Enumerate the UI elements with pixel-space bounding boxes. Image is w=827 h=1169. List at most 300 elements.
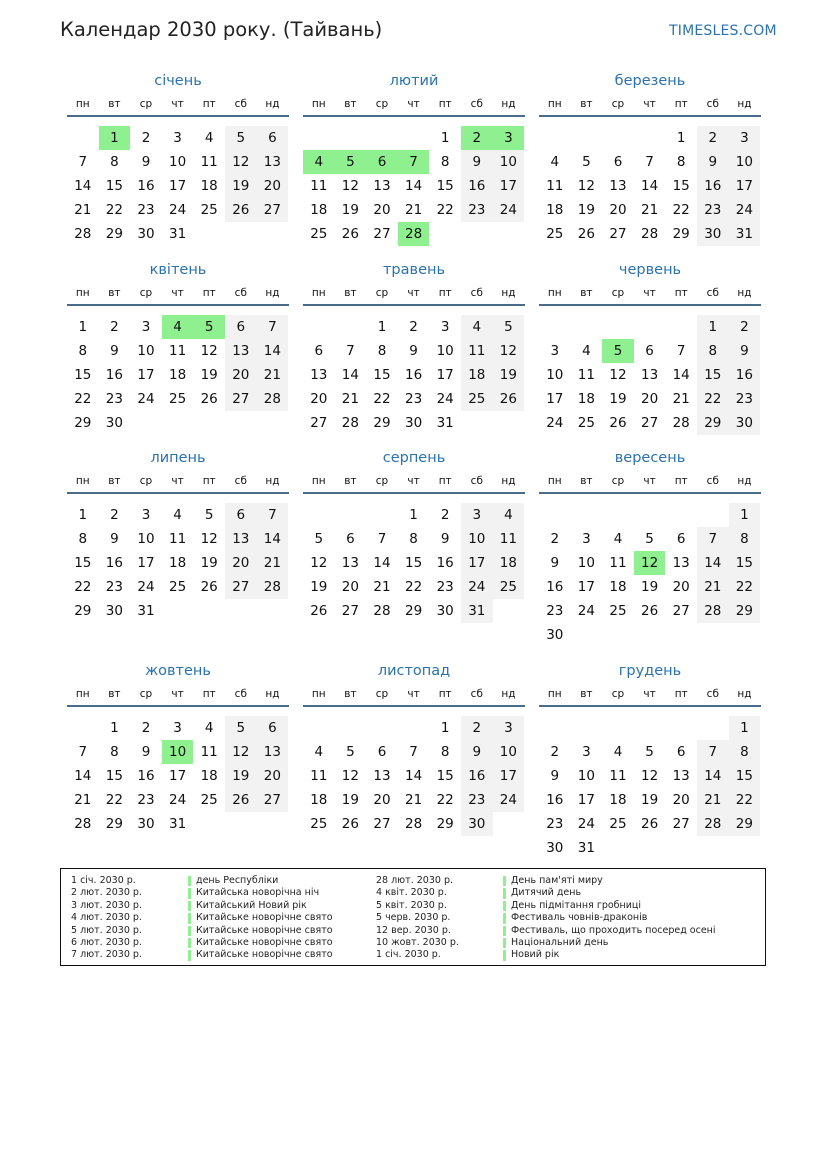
weekday-label: вт	[344, 475, 357, 487]
weekday-label: чт	[171, 688, 184, 700]
day-cell: 8	[729, 527, 761, 551]
day-cell: 29	[74, 415, 92, 431]
day-cell: 2	[697, 126, 729, 150]
holiday-day-cell: 4	[162, 315, 194, 339]
day-cell: 16	[461, 174, 493, 198]
day-cell: 2	[550, 744, 560, 760]
day-cell: 14	[641, 178, 659, 194]
day-cell: 12	[609, 367, 627, 383]
day-cell: 23	[405, 391, 423, 407]
day-cell: 26	[641, 603, 659, 619]
legend-holiday-name: Китайське новорічне свято	[188, 937, 333, 949]
legend-date: 28 лют. 2030 р.	[376, 875, 453, 886]
weekday-label: пн	[75, 688, 90, 700]
day-cell: 19	[341, 202, 359, 218]
day-cell: 29	[405, 603, 423, 619]
day-cell: 23	[461, 198, 493, 222]
weekday-label: пт	[674, 287, 688, 299]
day-cell: 6	[645, 343, 654, 359]
day-cell: 2	[110, 319, 119, 335]
day-cell: 20	[373, 792, 391, 808]
day-cell: 29	[697, 411, 729, 435]
weekday-label: пн	[547, 475, 562, 487]
day-cell: 31	[137, 603, 155, 619]
weekday-label: пт	[674, 98, 688, 110]
day-cell: 24	[436, 391, 454, 407]
day-cell: 28	[341, 415, 359, 431]
month-divider	[67, 492, 289, 494]
day-cell: 21	[405, 202, 423, 218]
day-cell: 15	[436, 768, 454, 784]
day-cell: 12	[310, 555, 328, 571]
weekday-label: ср	[139, 98, 153, 110]
day-cell: 27	[609, 226, 627, 242]
day-cell: 24	[546, 415, 564, 431]
day-cell: 30	[461, 812, 493, 836]
day-cell: 26	[493, 387, 525, 411]
day-cell: 20	[341, 579, 359, 595]
day-cell: 15	[373, 367, 391, 383]
day-cell: 10	[493, 740, 525, 764]
day-cell: 4	[461, 315, 493, 339]
day-cell: 27	[225, 387, 257, 411]
day-cell: 9	[550, 768, 560, 784]
day-cell: 29	[105, 226, 123, 242]
day-cell: 1	[377, 319, 387, 335]
day-cell: 15	[405, 555, 423, 571]
day-cell: 27	[257, 788, 289, 812]
month-name: червень	[618, 262, 682, 278]
day-cell: 25	[546, 226, 564, 242]
day-cell: 1	[78, 507, 88, 523]
day-cell: 12	[225, 150, 257, 174]
weekday-label: ср	[611, 98, 625, 110]
day-cell: 22	[74, 579, 92, 595]
legend-date: 5 квіт. 2030 р.	[376, 899, 447, 911]
day-cell: 6	[377, 744, 387, 760]
day-cell: 6	[613, 154, 623, 170]
month-name: лютий	[389, 73, 439, 89]
day-cell: 30	[546, 627, 564, 643]
day-cell: 20	[257, 174, 289, 198]
day-cell: 20	[672, 792, 690, 808]
day-cell: 17	[436, 367, 454, 383]
month-name: серпень	[382, 450, 446, 466]
month-calendar	[303, 450, 525, 650]
weekday-label: ср	[139, 688, 153, 700]
day-cell: 3	[582, 744, 591, 760]
day-cell: 18	[169, 555, 187, 571]
weekday-label: пн	[311, 98, 326, 110]
day-cell: 21	[697, 788, 729, 812]
day-cell: 22	[436, 202, 454, 218]
day-cell: 23	[137, 792, 155, 808]
day-cell: 31	[729, 222, 761, 246]
day-cell: 21	[672, 391, 690, 407]
day-cell: 28	[641, 226, 659, 242]
legend-date: 4 квіт. 2030 р.	[376, 887, 447, 899]
day-cell: 7	[697, 527, 729, 551]
day-cell: 5	[204, 507, 214, 523]
day-cell: 26	[200, 579, 218, 595]
day-cell: 8	[78, 343, 88, 359]
day-cell: 8	[409, 531, 418, 547]
day-cell: 1	[676, 130, 686, 146]
weekday-label: нд	[737, 287, 752, 299]
day-cell: 17	[169, 178, 187, 194]
day-cell: 20	[672, 579, 690, 595]
day-cell: 2	[409, 319, 418, 335]
weekday-label: сб	[470, 98, 483, 110]
day-cell: 27	[225, 575, 257, 599]
day-cell: 19	[493, 363, 525, 387]
day-cell: 26	[341, 816, 359, 832]
day-cell: 9	[110, 343, 119, 359]
weekday-label: нд	[737, 475, 752, 487]
month-name: вересень	[614, 450, 686, 466]
day-cell: 25	[609, 816, 627, 832]
day-cell: 12	[225, 740, 257, 764]
weekday-label: ср	[139, 475, 153, 487]
day-cell: 6	[257, 716, 289, 740]
day-cell: 17	[137, 367, 155, 383]
day-cell: 19	[641, 792, 659, 808]
day-cell: 3	[440, 319, 450, 335]
day-cell: 7	[409, 744, 418, 760]
day-cell: 11	[310, 178, 328, 194]
day-cell: 16	[105, 367, 123, 383]
day-cell: 5	[645, 531, 654, 547]
day-cell: 22	[405, 579, 423, 595]
day-cell: 26	[200, 391, 218, 407]
weekday-label: пт	[202, 98, 216, 110]
weekday-label: пт	[674, 688, 688, 700]
day-cell: 14	[341, 367, 359, 383]
day-cell: 21	[257, 363, 289, 387]
weekday-label: чт	[643, 98, 656, 110]
day-cell: 3	[550, 343, 560, 359]
day-cell: 19	[577, 202, 595, 218]
weekday-label: вт	[344, 688, 357, 700]
day-cell: 11	[609, 768, 627, 784]
month-divider	[303, 705, 525, 707]
day-cell: 12	[200, 531, 218, 547]
day-cell: 18	[169, 367, 187, 383]
legend-holiday-name: Китайський Новий рік	[188, 900, 307, 912]
day-cell: 14	[257, 339, 289, 363]
weekday-label: пт	[438, 98, 452, 110]
day-cell: 20	[310, 391, 328, 407]
day-cell: 18	[200, 178, 218, 194]
day-cell: 12	[577, 178, 595, 194]
day-cell: 4	[613, 744, 623, 760]
day-cell: 15	[697, 363, 729, 387]
day-cell: 9	[461, 740, 493, 764]
day-cell: 9	[550, 555, 560, 571]
day-cell: 3	[173, 130, 182, 146]
day-cell: 8	[729, 740, 761, 764]
legend-holiday-name: День підмітання гробниці	[503, 900, 641, 912]
weekday-label: пн	[311, 287, 326, 299]
day-cell: 13	[672, 768, 690, 784]
month-name: березень	[614, 73, 686, 89]
weekday-label: вт	[108, 688, 121, 700]
day-cell: 21	[341, 391, 359, 407]
legend-holiday-name: Новий рік	[503, 949, 559, 961]
day-cell: 29	[672, 226, 690, 242]
weekday-label: нд	[737, 98, 752, 110]
holiday-day-cell: 2	[461, 126, 493, 150]
holiday-day-cell: 4	[303, 150, 335, 174]
month-calendar	[303, 73, 525, 273]
day-cell: 7	[78, 744, 88, 760]
legend-holiday-name: день Республіки	[188, 875, 278, 887]
day-cell: 30	[697, 222, 729, 246]
day-cell: 28	[257, 387, 289, 411]
day-cell: 30	[105, 415, 123, 431]
day-cell: 16	[546, 792, 564, 808]
day-cell: 14	[257, 527, 289, 551]
day-cell: 10	[577, 768, 595, 784]
day-cell: 18	[310, 202, 328, 218]
day-cell: 11	[200, 154, 218, 170]
day-cell: 2	[141, 130, 151, 146]
day-cell: 18	[493, 551, 525, 575]
day-cell: 29	[436, 816, 454, 832]
weekday-label: сб	[234, 98, 247, 110]
weekday-label: вт	[108, 98, 121, 110]
weekday-label: нд	[265, 475, 280, 487]
day-cell: 6	[346, 531, 355, 547]
day-cell: 14	[74, 178, 92, 194]
weekday-label: ср	[611, 475, 625, 487]
day-cell: 28	[74, 816, 92, 832]
day-cell: 14	[373, 555, 391, 571]
weekday-label: чт	[407, 688, 420, 700]
day-cell: 17	[546, 391, 564, 407]
day-cell: 7	[697, 740, 729, 764]
day-cell: 21	[74, 202, 92, 218]
month-divider	[303, 304, 525, 306]
day-cell: 23	[436, 579, 454, 595]
day-cell: 28	[672, 415, 690, 431]
weekday-label: пн	[75, 287, 90, 299]
day-cell: 26	[225, 788, 257, 812]
weekday-label: сб	[234, 688, 247, 700]
day-cell: 30	[546, 840, 564, 856]
day-cell: 10	[577, 555, 595, 571]
day-cell: 16	[436, 555, 454, 571]
day-cell: 20	[373, 202, 391, 218]
day-cell: 12	[641, 768, 659, 784]
day-cell: 1	[697, 315, 729, 339]
day-cell: 10	[169, 154, 187, 170]
site-logo-link[interactable]: TIMESLES.COM	[669, 23, 777, 39]
day-cell: 9	[110, 531, 119, 547]
day-cell: 10	[137, 343, 155, 359]
legend-date: 1 січ. 2030 р.	[376, 949, 441, 961]
month-divider	[303, 492, 525, 494]
weekday-label: ср	[139, 287, 153, 299]
day-cell: 15	[74, 555, 92, 571]
weekday-label: пн	[547, 98, 562, 110]
day-cell: 1	[409, 507, 418, 523]
legend-date: 3 лют. 2030 р.	[71, 899, 142, 911]
weekday-label: пт	[438, 287, 452, 299]
day-cell: 4	[204, 130, 214, 146]
day-cell: 8	[697, 339, 729, 363]
day-cell: 15	[105, 768, 123, 784]
day-cell: 14	[697, 764, 729, 788]
day-cell: 13	[257, 740, 289, 764]
weekday-label: нд	[501, 688, 516, 700]
legend-date: 4 лют. 2030 р.	[71, 912, 142, 924]
month-name: жовтень	[145, 663, 211, 679]
month-divider	[539, 705, 761, 707]
weekday-label: пн	[311, 475, 326, 487]
day-cell: 17	[577, 579, 595, 595]
day-cell: 16	[697, 174, 729, 198]
weekday-label: нд	[265, 287, 280, 299]
legend-date: 10 жовт. 2030 р.	[376, 937, 459, 948]
day-cell: 3	[493, 716, 525, 740]
day-cell: 26	[310, 603, 328, 619]
holiday-day-cell: 5	[602, 339, 634, 363]
day-cell: 17	[577, 792, 595, 808]
day-cell: 9	[141, 154, 151, 170]
day-cell: 29	[105, 816, 123, 832]
day-cell: 13	[225, 339, 257, 363]
day-cell: 24	[169, 792, 187, 808]
day-cell: 23	[105, 579, 123, 595]
day-cell: 17	[493, 764, 525, 788]
day-cell: 1	[440, 130, 450, 146]
day-cell: 30	[436, 603, 454, 619]
day-cell: 3	[141, 319, 151, 335]
month-calendar	[539, 262, 761, 462]
day-cell: 13	[373, 768, 391, 784]
weekday-label: чт	[643, 475, 656, 487]
day-cell: 6	[225, 503, 257, 527]
day-cell: 8	[78, 531, 88, 547]
weekday-label: чт	[643, 287, 656, 299]
month-name: травень	[382, 262, 446, 278]
day-cell: 11	[200, 744, 218, 760]
day-cell: 23	[137, 202, 155, 218]
day-cell: 30	[137, 226, 155, 242]
day-cell: 26	[225, 198, 257, 222]
day-cell: 24	[169, 202, 187, 218]
day-cell: 25	[200, 202, 218, 218]
weekday-label: чт	[643, 688, 656, 700]
day-cell: 30	[729, 411, 761, 435]
day-cell: 9	[697, 150, 729, 174]
month-divider	[539, 492, 761, 494]
day-cell: 23	[546, 816, 564, 832]
day-cell: 11	[577, 367, 595, 383]
day-cell: 10	[546, 367, 564, 383]
day-cell: 22	[373, 391, 391, 407]
weekday-label: пн	[75, 475, 90, 487]
day-cell: 19	[609, 391, 627, 407]
weekday-label: сб	[470, 688, 483, 700]
day-cell: 27	[672, 816, 690, 832]
day-cell: 19	[200, 555, 218, 571]
weekday-label: вт	[108, 475, 121, 487]
month-calendar	[539, 450, 761, 650]
month-calendar	[67, 73, 289, 273]
legend-holiday-name: Фестиваль човнів-драконів	[503, 912, 647, 924]
legend-holiday-name: Китайське новорічне свято	[188, 949, 333, 961]
weekday-label: ср	[611, 287, 625, 299]
day-cell: 6	[225, 315, 257, 339]
day-cell: 19	[200, 367, 218, 383]
weekday-label: вт	[344, 98, 357, 110]
day-cell: 22	[729, 575, 761, 599]
day-cell: 20	[225, 551, 257, 575]
day-cell: 27	[373, 816, 391, 832]
day-cell: 11	[546, 178, 564, 194]
legend-holiday-name: Китайське новорічне свято	[188, 925, 333, 937]
day-cell: 21	[405, 792, 423, 808]
day-cell: 24	[493, 198, 525, 222]
day-cell: 3	[582, 531, 591, 547]
month-divider	[67, 304, 289, 306]
weekday-label: сб	[706, 98, 719, 110]
weekday-label: нд	[737, 688, 752, 700]
day-cell: 12	[341, 768, 359, 784]
day-cell: 30	[405, 415, 423, 431]
holiday-day-cell: 6	[366, 150, 398, 174]
day-cell: 3	[173, 720, 182, 736]
day-cell: 25	[200, 792, 218, 808]
day-cell: 13	[373, 178, 391, 194]
weekday-label: чт	[171, 475, 184, 487]
holiday-legend	[60, 868, 766, 966]
day-cell: 20	[641, 391, 659, 407]
day-cell: 6	[257, 126, 289, 150]
day-cell: 28	[74, 226, 92, 242]
day-cell: 3	[461, 503, 493, 527]
day-cell: 28	[257, 575, 289, 599]
day-cell: 31	[169, 816, 187, 832]
legend-date: 7 лют. 2030 р.	[71, 949, 142, 961]
day-cell: 15	[729, 764, 761, 788]
month-calendar	[303, 262, 525, 462]
day-cell: 28	[697, 599, 729, 623]
day-cell: 25	[169, 391, 187, 407]
day-cell: 23	[546, 603, 564, 619]
day-cell: 22	[74, 391, 92, 407]
month-calendar	[539, 73, 761, 273]
day-cell: 14	[405, 768, 423, 784]
day-cell: 24	[493, 788, 525, 812]
holiday-day-cell: 5	[193, 315, 225, 339]
day-cell: 31	[169, 226, 187, 242]
weekday-label: ср	[611, 688, 625, 700]
weekday-label: пт	[674, 475, 688, 487]
day-cell: 17	[137, 555, 155, 571]
month-calendar	[539, 663, 761, 863]
day-cell: 25	[461, 387, 493, 411]
day-cell: 8	[440, 154, 450, 170]
day-cell: 26	[341, 226, 359, 242]
day-cell: 6	[676, 531, 686, 547]
legend-holiday-name: Національний день	[503, 937, 608, 949]
day-cell: 25	[493, 575, 525, 599]
holiday-day-cell: 5	[335, 150, 367, 174]
weekday-label: нд	[265, 688, 280, 700]
